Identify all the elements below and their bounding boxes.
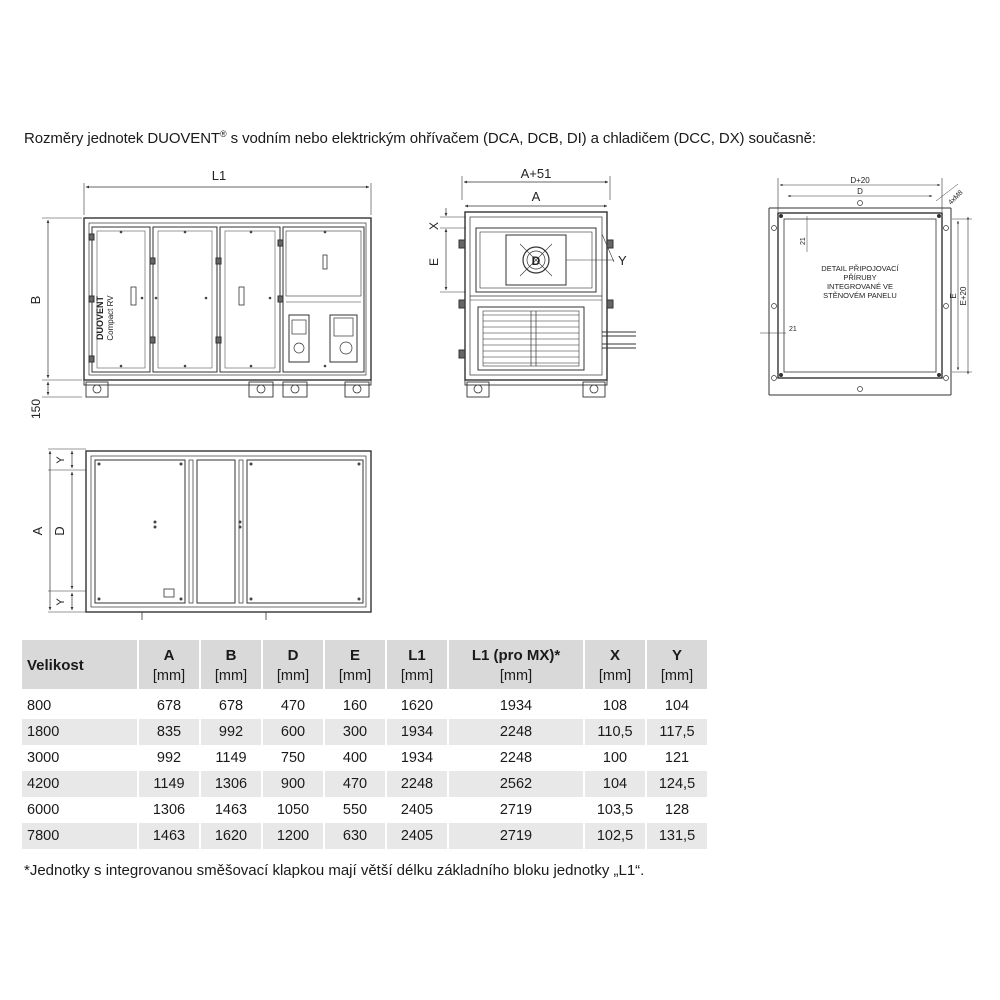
cell-velikost: 6000	[22, 797, 138, 823]
cell-A: 1306	[138, 797, 200, 823]
cell-L1-MX: 2248	[448, 719, 584, 745]
cell-X: 104	[584, 771, 646, 797]
cell-Y: 124,5	[646, 771, 708, 797]
cell-D: 750	[262, 745, 324, 771]
detail-caption-line3: INTEGROVANÉ VE	[826, 282, 894, 291]
detail-D-label: D	[857, 187, 863, 196]
cell-X: 100	[584, 745, 646, 771]
detail-caption-line2: PŘÍRUBY	[843, 273, 877, 282]
cell-X: 108	[584, 691, 646, 719]
model-label: Compact RV	[106, 295, 115, 341]
cell-Y: 121	[646, 745, 708, 771]
cell-A: 1149	[138, 771, 200, 797]
cell-B: 1620	[200, 823, 262, 849]
table-row	[22, 719, 708, 745]
top-dim-Y2-label: Y	[55, 598, 67, 606]
table-row	[22, 745, 708, 771]
cell-A: 1463	[138, 823, 200, 849]
cell-L1: 1934	[386, 745, 448, 771]
cell-D: 1050	[262, 797, 324, 823]
header-B: B [mm]	[200, 640, 262, 691]
detail-E20-label: E+20	[959, 286, 968, 306]
cell-X: 103,5	[584, 797, 646, 823]
cell-E: 470	[324, 771, 386, 797]
cell-Y: 128	[646, 797, 708, 823]
dim-B-label: B	[28, 295, 43, 305]
cell-velikost: 4200	[22, 771, 138, 797]
table-row	[22, 797, 708, 823]
dim-L1-label: L1	[211, 168, 227, 183]
header-velikost: Velikost	[22, 640, 138, 691]
cell-B: 992	[200, 719, 262, 745]
cell-velikost: 1800	[22, 719, 138, 745]
header-X: X [mm]	[584, 640, 646, 691]
table-row	[22, 823, 708, 849]
detail-holes-label: 4xM8	[947, 189, 965, 207]
cell-L1: 2405	[386, 823, 448, 849]
table-row	[22, 771, 708, 797]
cell-L1-MX: 2248	[448, 745, 584, 771]
cell-E: 550	[324, 797, 386, 823]
cell-L1: 2405	[386, 797, 448, 823]
cell-E: 400	[324, 745, 386, 771]
cell-velikost: 3000	[22, 745, 138, 771]
dim-E-label: E	[427, 257, 441, 267]
cell-D: 470	[262, 691, 324, 719]
cell-D: 1200	[262, 823, 324, 849]
top-dim-D-label: D	[52, 526, 67, 536]
top-dim-A-label: A	[30, 526, 45, 536]
dim-A51-label: A+51	[520, 166, 552, 181]
dim-150-label: 150	[29, 398, 43, 420]
detail-caption-line4: STĚNOVÉM PANELU	[823, 291, 897, 300]
dim-A-label: A	[531, 189, 541, 204]
detail-D20-label: D+20	[850, 176, 870, 185]
cell-Y: 117,5	[646, 719, 708, 745]
cell-E: 300	[324, 719, 386, 745]
front-view-drawing	[440, 176, 636, 397]
side-view-drawing	[42, 183, 371, 397]
cell-B: 678	[200, 691, 262, 719]
top-dim-Y1-label: Y	[55, 456, 67, 464]
cell-L1: 1934	[386, 719, 448, 745]
detail-21-vert-label: 21	[800, 237, 807, 245]
cell-L1-MX: 1934	[448, 691, 584, 719]
header-A: A [mm]	[138, 640, 200, 691]
header-L1: L1 [mm]	[386, 640, 448, 691]
intro-after: s vodním nebo elektrickým ohřívačem (DCA, DCB, DI) a chladičem (DCC, DX) současně:	[226, 130, 816, 147]
dim-D-circle-label: D	[531, 254, 541, 268]
cell-velikost: 800	[22, 691, 138, 719]
cell-D: 600	[262, 719, 324, 745]
header-L1-MX: L1 (pro MX)* [mm]	[448, 640, 584, 691]
registered-mark: ®	[220, 129, 227, 139]
cell-L1-MX: 2562	[448, 771, 584, 797]
cell-L1: 2248	[386, 771, 448, 797]
table-row	[22, 691, 708, 719]
cell-D: 900	[262, 771, 324, 797]
cell-B: 1149	[200, 745, 262, 771]
header-E: E [mm]	[324, 640, 386, 691]
cell-A: 992	[138, 745, 200, 771]
cell-X: 110,5	[584, 719, 646, 745]
dimensions-table	[22, 640, 709, 849]
dim-Y-label: Y	[618, 253, 627, 268]
intro-before: Rozměry jednotek DUOVENT	[24, 130, 220, 147]
brand-label: DUOVENT	[95, 295, 105, 341]
header-Y: Y [mm]	[646, 640, 708, 691]
cell-L1-MX: 2719	[448, 797, 584, 823]
cell-Y: 131,5	[646, 823, 708, 849]
table-header-row	[22, 640, 708, 691]
cell-velikost: 7800	[22, 823, 138, 849]
cell-A: 835	[138, 719, 200, 745]
detail-21-horiz-label: 21	[789, 326, 797, 333]
top-view-drawing	[48, 449, 371, 620]
detail-caption-line1: DETAIL PŘIPOJOVACÍ	[821, 264, 899, 273]
cell-E: 630	[324, 823, 386, 849]
cell-L1-MX: 2719	[448, 823, 584, 849]
detail-E-label: E	[949, 293, 958, 299]
cell-B: 1306	[200, 771, 262, 797]
header-D: D [mm]	[262, 640, 324, 691]
cell-Y: 104	[646, 691, 708, 719]
cell-A: 678	[138, 691, 200, 719]
dim-X-label: X	[427, 221, 441, 231]
footnote: *Jednotky s integrovanou směšovací klapkou mají větší délku základního bloku jednotky „L1“.	[24, 862, 645, 879]
cell-B: 1463	[200, 797, 262, 823]
cell-X: 102,5	[584, 823, 646, 849]
cell-E: 160	[324, 691, 386, 719]
cell-L1: 1620	[386, 691, 448, 719]
